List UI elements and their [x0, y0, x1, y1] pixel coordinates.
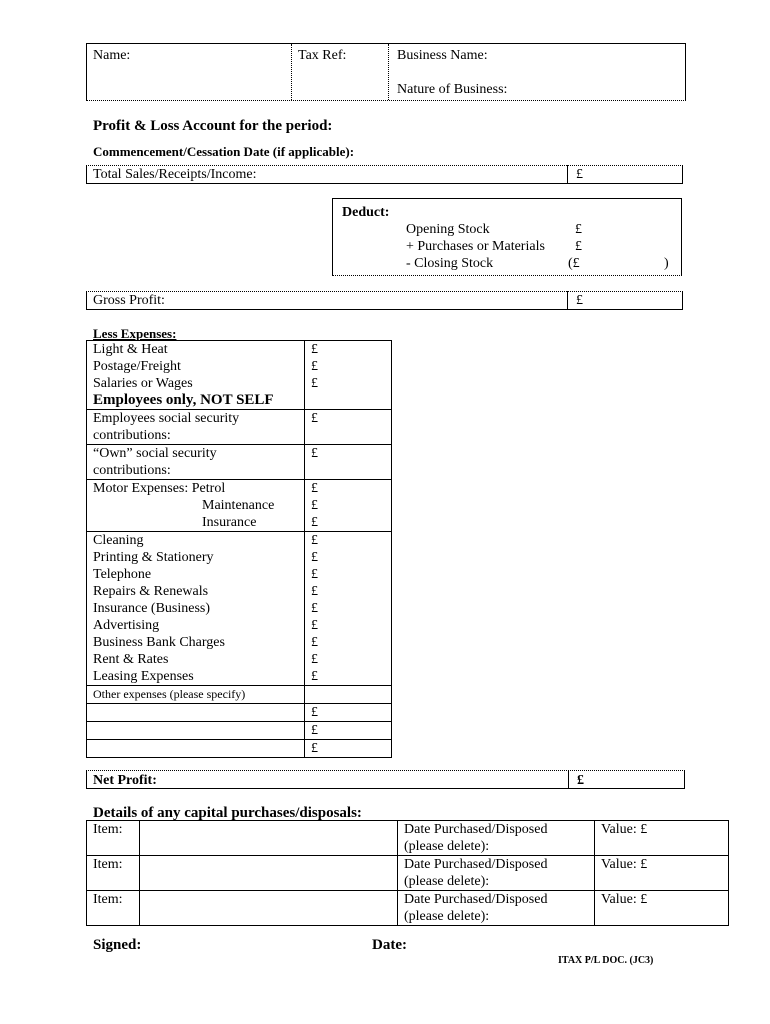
name-cell[interactable]: [87, 44, 292, 100]
business-name-label: Business Name:: [397, 48, 488, 63]
table-row: [87, 891, 729, 926]
purchases-amount[interactable]: £: [575, 239, 582, 254]
opening-stock-label: Opening Stock: [406, 222, 490, 237]
table-row: [87, 740, 392, 758]
item-input[interactable]: [140, 856, 398, 891]
value-cell[interactable]: Value: £: [595, 821, 729, 856]
gross-profit-currency: £: [576, 293, 583, 308]
commencement-label: Commencement/Cessation Date (if applicable):: [93, 144, 355, 159]
deduct-box: [332, 198, 682, 276]
signed-label: Signed:: [93, 937, 142, 953]
closing-stock-amount[interactable]: (£: [568, 256, 580, 271]
value-cell[interactable]: Value: £: [595, 891, 729, 926]
expense-amount[interactable]: £: [304, 704, 391, 722]
expense-amount[interactable]: £ £ £ £ £ £ £ £ £: [304, 532, 391, 686]
nature-of-business-label: Nature of Business:: [397, 82, 508, 97]
net-profit-currency: £: [577, 773, 584, 788]
expense-label: Motor Expenses: Petrol Maintenance Insurance: [87, 480, 305, 532]
closing-stock-paren: ): [664, 256, 669, 271]
other-expense-input[interactable]: [87, 704, 305, 722]
net-profit-row[interactable]: [86, 770, 685, 789]
header-box: [86, 43, 686, 101]
expense-amount[interactable]: £: [304, 445, 391, 480]
date-cell[interactable]: Date Purchased/Disposed (please delete):: [398, 856, 595, 891]
business-cell[interactable]: [389, 44, 685, 100]
deduct-title: Deduct:: [342, 205, 390, 220]
table-row: [87, 480, 392, 532]
other-expense-input[interactable]: [87, 740, 305, 758]
table-row: [87, 821, 729, 856]
opening-stock-amount[interactable]: £: [575, 222, 582, 237]
table-row: [87, 856, 729, 891]
expense-label: Employees social security contributions:: [87, 410, 305, 445]
net-profit-label: Net Profit:: [93, 773, 157, 788]
expense-amount[interactable]: £ £ £: [304, 480, 391, 532]
expense-label: Light & Heat Postage/Freight Salaries or Wages Employees only, NOT SELF: [87, 341, 305, 410]
expense-amount[interactable]: £ £ £: [304, 341, 391, 410]
table-row: [87, 686, 392, 704]
tax-ref-cell[interactable]: [292, 44, 389, 100]
capital-table: [86, 820, 729, 926]
gross-profit-row[interactable]: [86, 291, 683, 310]
capital-title: Details of any capital purchases/disposals:: [93, 805, 362, 821]
item-label: Item:: [87, 891, 140, 926]
value-cell[interactable]: Value: £: [595, 856, 729, 891]
table-row: [87, 532, 392, 686]
table-row: [87, 445, 392, 480]
item-label: Item:: [87, 856, 140, 891]
tax-ref-label: Tax Ref:: [298, 48, 347, 63]
employees-only-note: Employees only, NOT SELF: [93, 392, 274, 408]
table-row: [87, 704, 392, 722]
other-expenses-label: Other expenses (please specify): [87, 686, 305, 704]
table-row: [87, 341, 392, 410]
total-sales-currency: £: [576, 167, 583, 182]
date-cell[interactable]: Date Purchased/Disposed (please delete):: [398, 821, 595, 856]
table-row: [87, 410, 392, 445]
date-cell[interactable]: Date Purchased/Disposed (please delete):: [398, 891, 595, 926]
expense-label: “Own” social security contributions:: [87, 445, 305, 480]
table-row: [87, 722, 392, 740]
closing-stock-label: - Closing Stock: [406, 256, 494, 271]
gross-profit-label: Gross Profit:: [93, 293, 165, 308]
other-expense-input[interactable]: [87, 722, 305, 740]
item-input[interactable]: [140, 821, 398, 856]
expense-label: Cleaning Printing & Stationery Telephone Repairs & Renewals Insurance (Business) Advertising Business Bank Charges Rent & Rates Leasing Expenses: [87, 532, 305, 686]
purchases-label: + Purchases or Materials: [406, 239, 545, 254]
total-sales-label: Total Sales/Receipts/Income:: [93, 167, 257, 182]
expenses-table: [86, 340, 392, 758]
pl-title: Profit & Loss Account for the period:: [93, 118, 333, 134]
expense-amount[interactable]: £: [304, 410, 391, 445]
expense-amount[interactable]: £: [304, 740, 391, 758]
expense-amount: [304, 686, 391, 704]
expense-amount[interactable]: £: [304, 722, 391, 740]
item-input[interactable]: [140, 891, 398, 926]
less-expenses-title: Less Expenses:: [93, 326, 177, 341]
total-sales-row[interactable]: [86, 165, 683, 184]
item-label: Item:: [87, 821, 140, 856]
name-label: Name:: [93, 48, 131, 63]
doc-ref: ITAX P/L DOC. (JC3): [558, 955, 654, 966]
date-label: Date:: [372, 937, 407, 953]
